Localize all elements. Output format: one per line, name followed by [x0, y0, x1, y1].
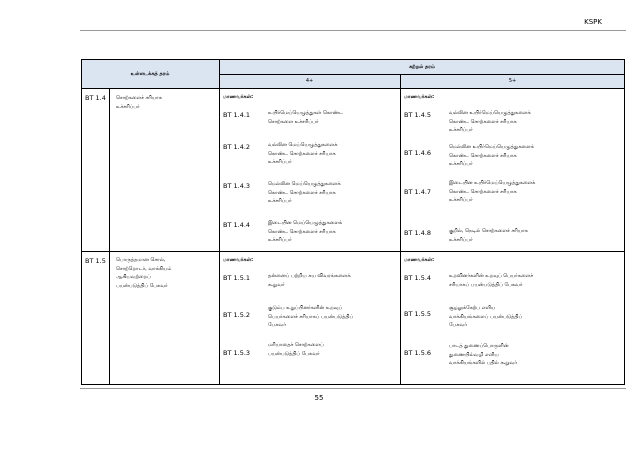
students-lead-4: மாணவர்கள்:	[223, 94, 254, 100]
item-code: BT 1.5.1	[223, 274, 251, 282]
item-text: பாடத் துணைப்பொருளின் துணையில்வழி எளிய வாக்கியங்களில் பதில் கூறுவர்	[449, 343, 517, 366]
item-code: BT 1.5.4	[404, 274, 432, 282]
item-code: BT 1.5.3	[223, 349, 251, 357]
table-border-top	[81, 59, 625, 60]
standards-table	[81, 59, 625, 385]
item-text: உறவினர்களின் உறவுப் பெயர்களைச் சரியாகப் பயன்படுத்திப் பேசுவர்	[449, 273, 534, 288]
footer-rule	[80, 388, 626, 389]
item-text: மெல்லின மெய்யெழுத்துகளைக் கொண்ட சொற்களைச் சரியாக உச்சரிப்பர்	[268, 181, 341, 204]
page-number: 55	[314, 394, 324, 402]
item-text: மரியாதைச் சொற்களைப் பயன்படுத்திப் பேசுவர்	[268, 342, 324, 357]
table-header-bottom	[81, 88, 625, 89]
item-code: BT 1.5.5	[404, 310, 432, 318]
table-row-divider	[81, 251, 625, 252]
item-text: வல்லின உயிர்மெய்யெழுத்துகளைக் கொண்ட சொற்களைச் சரியாக உச்சரிப்பர்	[449, 110, 531, 133]
item-text: உயிர்மெய்யெழுத்துகள் கொண்ட சொற்களை உச்சரிப்பர்	[268, 110, 343, 125]
item-code: BT 1.4.5	[404, 111, 432, 119]
row-code: BT 1.5	[85, 257, 106, 265]
col-header-content-standard-label: உள்ளடக்கத் தரம்	[130, 70, 170, 77]
students-lead-5: மாணவர்கள்:	[404, 257, 435, 263]
item-text: இடையின மெய்யெழுத்துகளைக் கொண்ட சொற்களைச் சரியாக உச்சரிப்பர்	[268, 220, 343, 243]
students-lead-5: மாணவர்கள்:	[404, 94, 435, 100]
item-text: சூழலுக்கேற்ப எளிய வாக்கியங்களைப் பயன்படுத்திப் பேசுவர்	[449, 305, 523, 328]
content-standard-text: பொருத்தமான சொல், சொற்றொடர், வாக்கியம் ஆகியவற்றைப் பயன்படுத்திப் பேசுவர்	[116, 257, 172, 289]
table-border-left	[81, 59, 82, 385]
table-col-divider-age	[400, 74, 401, 385]
item-text: குறில், நெடில் சொற்களைச் சரியாக உச்சரிப்பர்	[449, 228, 528, 243]
table-border-right	[624, 59, 625, 385]
item-code: BT 1.4.1	[223, 111, 251, 119]
item-code: BT 1.5.6	[404, 349, 432, 357]
item-text: இடையின உயிர்மெய்யெழுத்துகளைக் கொண்ட சொற்களைச் சரியாக உச்சரிப்பர்	[449, 180, 536, 203]
col-header-age-5	[400, 74, 625, 88]
col-header-learning-standard	[219, 59, 625, 74]
item-code: BT 1.4.3	[223, 182, 251, 190]
item-text: தன்னைப் பற்றிய சுய விவரங்களைக் கூறுவர்	[268, 273, 351, 288]
students-lead-4: மாணவர்கள்:	[223, 257, 254, 263]
item-code: BT 1.4.2	[223, 143, 251, 151]
header-rule	[80, 30, 626, 31]
header-tag: KSPK	[584, 18, 602, 26]
table-col-divider-learning	[219, 59, 220, 385]
col-header-learning-standard-label: கற்றல் தரம்	[409, 63, 435, 70]
table-header-divider	[219, 74, 625, 75]
item-code: BT 1.4.4	[223, 221, 251, 229]
item-code: BT 1.4.8	[404, 229, 432, 237]
col-header-age-4	[219, 74, 400, 88]
table-border-bottom	[81, 384, 625, 385]
table-col-divider-code	[109, 88, 110, 385]
age-4-label: 4+	[305, 78, 314, 84]
age-5-label: 5+	[508, 78, 517, 84]
item-code: BT 1.4.6	[404, 149, 432, 157]
item-code: BT 1.5.2	[223, 311, 251, 319]
item-text: குடும்ப உறுப்பினர்களின் உறவுப் பெயர்களைச் சரியாகப் பயன்படுத்திப் பேசுவர்	[268, 305, 354, 328]
item-text: மெல்லின உயிர்மெய்யெழுத்துகளைக் கொண்ட சொற்களைச் சரியாக உச்சரிப்பர்	[449, 144, 534, 167]
item-code: BT 1.4.7	[404, 188, 432, 196]
content-standard-text: சொற்களைச் சரியாக உச்சரிப்பர்	[116, 95, 162, 110]
col-header-content-standard	[81, 59, 219, 88]
row-code: BT 1.4	[85, 94, 106, 102]
item-text: வல்லின மெய்யெழுத்துகளைக் கொண்ட சொற்களைச் சரியாக உச்சரிப்பர்	[268, 142, 338, 165]
